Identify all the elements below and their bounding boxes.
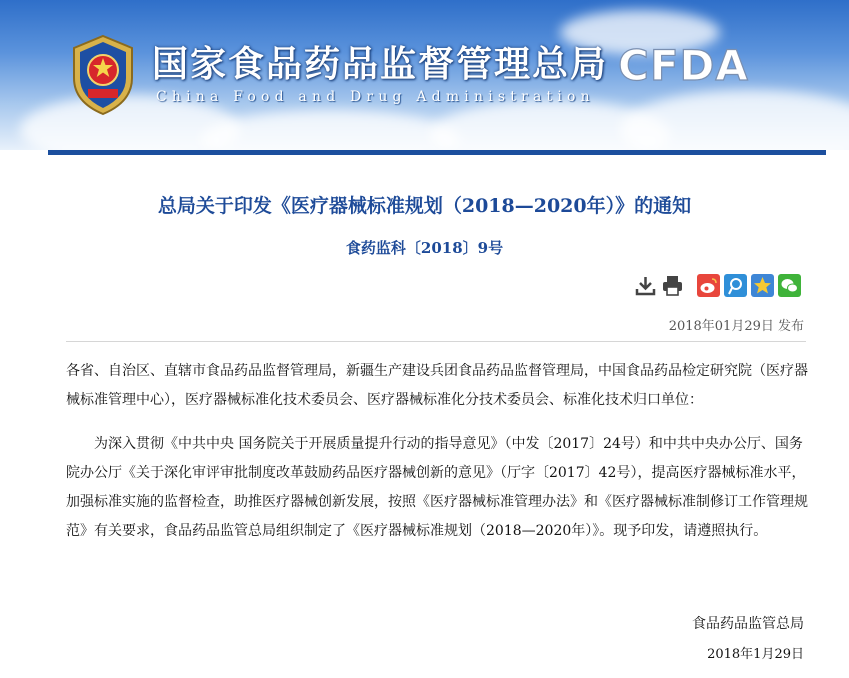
weibo-icon[interactable] [697,274,720,297]
salutation-paragraph: 各省、自治区、直辖市食品药品监督管理局，新疆生产建设兵团食品药品监督管理局，中国食品药品检定研究院（医疗器械标准管理中心），医疗器械标准化技术委员会、医疗器械标准化分技术委员会、标准化技术归口单位： [66,363,808,408]
cfda-emblem-icon [68,34,138,116]
document-number: 食药监科〔2018〕9号 [345,239,504,257]
signature-date: 2018年1月29日 [707,647,804,662]
article-title: 总局关于印发《医疗器械标准规划（2018—2020年）》的通知 [157,195,692,217]
header-banner [0,0,849,150]
tencent-weibo-icon[interactable] [724,274,747,297]
site-title-cn: 国家食品药品监督管理总局 [152,44,609,85]
wechat-icon[interactable] [778,274,801,297]
content-divider [66,341,806,342]
cfda-logo [618,44,774,86]
signature-organization: 食品药品监管总局 [692,616,804,632]
print-icon[interactable] [661,274,684,297]
publish-date: 2018年01月29日 发布 [668,319,804,334]
header-divider [48,150,826,155]
body-paragraph: 为深入贯彻《中共中央 国务院关于开展质量提升行动的指导意见》（中发〔2017〕24号）和中共中央办公厅、国务院办公厅《关于深化审评审批制度改革鼓励药品医疗器械创新的意见》（厅字〔2017〕42号），提高医疗器械标准水平，加强标准实施的监督检查，助推医疗器械创新发展，按照《医疗器械标准管理办法》和《医疗器械标准制修订工作管理规范》有关要求，食品药品监管总局组织制定了《医疗器械标准规划（2018—2020年）》。现予印发，请遵照执行。 [66,436,808,539]
download-icon[interactable] [634,274,657,297]
site-title-en: China Food and Drug Administration [156,89,595,105]
cfda-logo-text: CFDA [618,44,749,86]
qzone-icon[interactable] [751,274,774,297]
